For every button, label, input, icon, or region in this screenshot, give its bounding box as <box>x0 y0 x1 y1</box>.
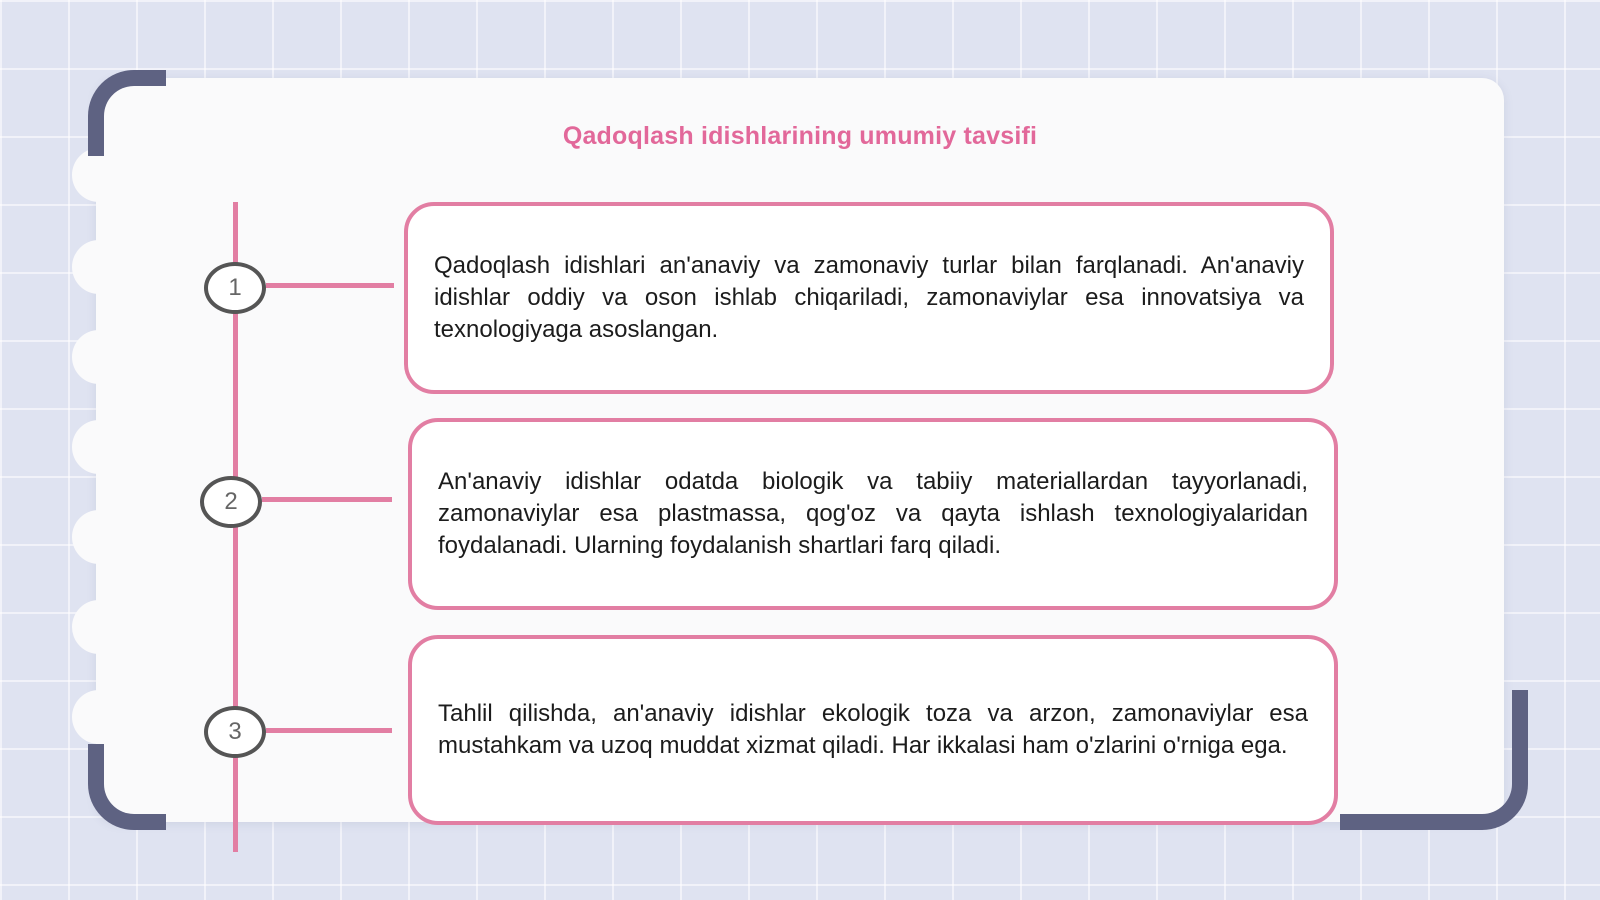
card-edge-scallop <box>72 510 126 564</box>
frame-corner-bottom-left <box>88 744 166 830</box>
card-edge-scallop <box>72 330 126 384</box>
step-2-card <box>408 418 1338 610</box>
card-edge-scallop <box>72 600 126 654</box>
step-1-card <box>404 202 1334 394</box>
step-2-number: 2 <box>200 476 262 528</box>
step-3-number: 3 <box>204 706 266 758</box>
card-edge-scallop <box>72 690 126 744</box>
step-3-connector <box>266 728 392 733</box>
frame-corner-bottom-right <box>1340 690 1528 830</box>
step-3-card <box>408 635 1338 825</box>
step-2-text: An'anaviy idishlar odatda biologik va tabiiy materiallardan tayyorlanadi, zamonaviylar esa plastmassa, qog'oz va qayta ishlash texnologiyalaridan foydalanadi. Ularning foydalanish shartlari farq qiladi. <box>438 468 1308 559</box>
card-edge-scallop <box>72 240 126 294</box>
slide-title: Qadoqlash idishlarining umumiy tavsifi <box>562 122 1038 150</box>
step-1-text: Qadoqlash idishlari an'anaviy va zamonaviy turlar bilan farqlanadi. An'anaviy idishlar oddiy va oson ishlab chiqariladi, zamonaviylar esa innovatsiya va texnologiyaga asoslangan. <box>434 252 1304 343</box>
step-1-connector <box>266 283 394 288</box>
step-2-connector <box>262 497 392 502</box>
step-3-text: Tahlil qilishda, an'anaviy idishlar ekologik toza va arzon, zamonaviylar esa mustahkam va uzoq muddat xizmat qiladi. Har ikkalasi ham o'zlarini o'rniga ega. <box>438 700 1308 759</box>
card-edge-scallop <box>72 148 126 202</box>
card-edge-scallop <box>72 420 126 474</box>
step-1-number: 1 <box>204 262 266 314</box>
